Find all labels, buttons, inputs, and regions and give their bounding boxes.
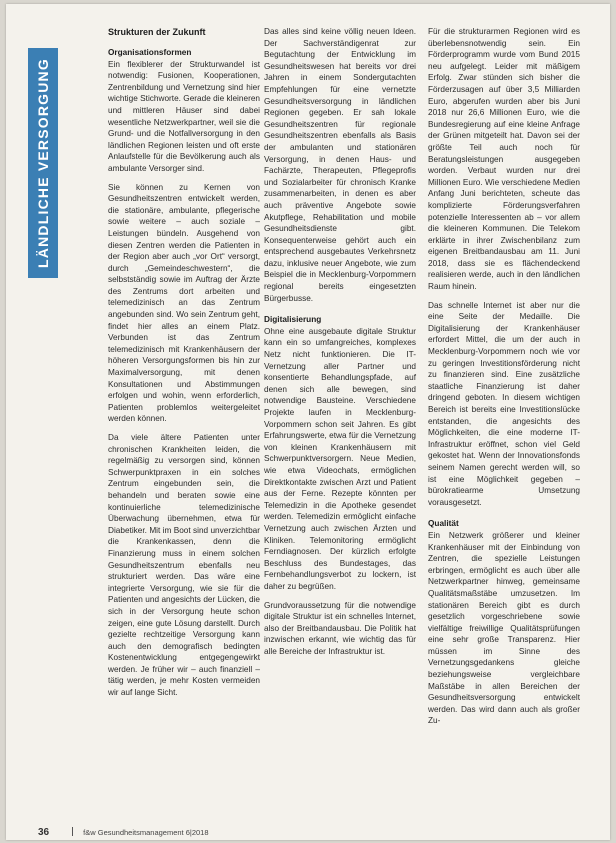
subheading-organisation: Organisationsformen xyxy=(108,48,192,57)
magazine-page xyxy=(6,4,610,840)
footer-divider xyxy=(72,827,73,836)
page-footer xyxy=(38,826,209,838)
text-column-1 xyxy=(108,26,260,706)
section-tab xyxy=(28,48,58,278)
paragraph: Das alles sind keine völlig neuen Ideen. Der Sachverständigenrat zur Begutachtung der Entwicklung im Gesundheitswesen hat bereits vor drei Jahren in einem Sondergutachten Empfehlungen für eine vernetzte Gesundheitsversorgung in ländlichen Regionen gegeben. Er sah lokale Gesundheitszentren für regionale Gesundheitszentren ebenfalls als Basis der ambulanten und stationären Versorgung, in denen Haus- und Fachärzte, Therapeuten, Pflegeprofis und Sozialarbeiter für chronisch Kranke zusammenarbeiten, in denen es aber auch präventive Angebote sowie Akutpflege, Rehabilitation und mobile Gesundheitsdienste gibt. Konsequenterweise gehört auch ein entsprechend ausgebautes Verkehrsnetz dazu, inklusive neuer Angebote, wie zum Beispiel die in Mecklenburg-Vorpommern regional bereits eingesetzten Bürgerbusse. xyxy=(264,27,416,303)
paragraph: Für die strukturarmen Regionen wird es überlebensnotwendig sein. Ein Förderprogramm wurde vom Bund 2015 neu aufgelegt. Leider mit mäßigem Erfolg. Zwar stünden sich bisher die Förderzusagen auf über 3,5 Milliarden Euro, abgerufen wurden aber bis Juni 2018 nur 26,6 Millionen Euro, wie die Bundesregierung auf eine kleine Anfrage der Grünen mitgeteilt hat. Davon sei der größte Teil auch noch für Beratungsleistungen ausgegeben worden. Verbaut wurden nur drei Millionen Euro. Wie verschiedene Medien Anfang Juni berichteten, scheute das komplizierte Förderungsverfahren potenzielle Interessenten ab – vor allem die kleineren Kommunen. Die Telekom erklärte in ihrer Zwischenbilanz zum eigenen Breitbandausbau am 11. Juni 2018, dass sie es flächendeckend realisieren werde, auch in den ländlichen Raum hinein. xyxy=(428,27,580,292)
section-title: Strukturen der Zukunft xyxy=(108,27,206,37)
page-number: 36 xyxy=(38,827,50,838)
paragraph: Ein flexiblerer der Strukturwandel ist notwendig: Fusionen, Kooperationen, Zentrenbildung und Vernetzung sind hier wichtige Stichworte. Gerade die kleineren und mittleren Häuser sind dabei wesentliche Netzwerkpartner, weil sie die Grund- und die Notfallversorgung in den ländlichen Regionen leisten und oft erste Anlaufstelle für die Bevölkerung auch als ambulante Versorger sind. xyxy=(108,59,260,173)
subheading-digitalisierung: Digitalisierung xyxy=(264,315,322,325)
publication-name: f&w Gesundheitsmanagement 6|2018 xyxy=(83,828,209,837)
section-tab-label: LÄNDLICHE VERSORGUNG xyxy=(35,58,51,268)
paragraph: Das schnelle Internet ist aber nur die eine Seite der Medaille. Die Digitalisierung der Krankenhäuser erfordert Mittel, die um der auch in Mecklenburg-Vorpommern noch wie vor zu geringen Investitionsförderung nicht zu finanzieren sind. Eine zusätzliche staatliche Finanzierung ist daher dringend geboten. In diesem wichtigen Bereich ist bereits eine Investitionslücke entstanden, die angesichts des Möglichkeiten, die eine moderne IT-Infrastruktur eröffnet, schon viel Geld gekostet hat. Wenn der Innovationsfonds seinem Namen gerecht werden will, so ist eine Möglichkeit gegeben – bürokratiearme Umsetzung vorausgesetzt. xyxy=(428,300,580,507)
paragraph: Sie können zu Kernen von Gesundheitszentren entwickelt werden, die stationäre, ambulante, pflegerische sowie weitere – auch soziale – Leistungen bündeln. Ausgehend von diesen Zentren werden die Patienten in der Region aber auch „vor Ort“ versorgt, durch „Gemeindeschwestern“, die selbstständig sowie im Auftrag der Ärzte des Zentrums dort arbeiten und telemedizinisch an das Zentrum angebunden sind. Wo sein Zentrum geht, findet hier alles an einem Platz. Verbunden ist das Zentrum telemedizinisch mit Krankenhäusern der höheren Versorgungsformen bis hin zur Maximalversorgung, mit denen Konsultationen und Abstimmungen erfolgen und wohin, wenn erforderlich, Patienten problemlos weitergeleitet werden können. xyxy=(108,182,260,424)
text-column-2 xyxy=(264,26,416,664)
subheading-qualitaet: Qualität xyxy=(428,519,459,529)
text-column-3 xyxy=(428,26,580,734)
paragraph: Grundvoraussetzung für die notwendige digitale Struktur ist ein schnelles Internet, also der Breitbandausbau. Die Politik hat inzwischen erkannt, wie wichtig das für alle Bereiche der Infrastruktur ist. xyxy=(264,600,416,656)
paragraph: Da viele ältere Patienten unter chronischen Krankheiten leiden, die regelmäßig zu versorgen sind, können Schwerpunktpraxen in ein solches Zentrum eingebunden sein, die behandeln und beraten sowie eine kontinuierliche telemedizinische Überwachung übernehmen, etwa für Diabetiker. Mit im Boot sind unverzichtbar die Krankenkassen, denn die Finanzierung muss in einem solchen Gesundheitszentrum ebenfalls neu strukturiert werden. Das wäre eine integrierte Versorgung, wie sie für die Patienten und angesichts der Lücken, die sich in der Versorgung heute schon zeigen, eine gute Lösung darstellt. Durch gezielte rechtzeitige Versorgung kann auch den demografisch bedingten Kostenentwicklung entgegengewirkt werden. Je früher wir – auch finanziell – tätig werden, je mehr Kosten vermeiden wir auf lange Sicht. xyxy=(108,433,260,698)
paragraph: Ein Netzwerk größerer und kleiner Krankenhäuser mit der Einbindung von Zentren, die spezielle Leistungen erbringen, ermöglicht es auch über alle Netzwerkpartner hinweg, gemeinsame Qualitätsmaßstäbe umzusetzen. Im stationären Bereich gibt es durch gesetzlich vorgeschriebene sowie vielfältige freiwillige Qualitätsprüfungen eine sehr große Transparenz. Hier müssen im Sinne des Vernetzungsgedankens gleiche beziehungsweise vergleichbare Maßstäbe in allen Bereichen der Gesundheitsversorgung entwickelt werden. Das wird dann auch als großer Zu- xyxy=(428,530,580,726)
paragraph: Ohne eine ausgebaute digitale Struktur kann ein so umfangreiches, komplexes Netz nicht funktionieren. Die IT-Vernetzung aller Partner und konsentierte Behandlungspfade, auf denen sich alle bewegen, sind notwendige Bausteine. Verschiedene Projekte laufen in Mecklenburg-Vorpommern schon seit Jahren. Es gibt Erfahrungswerte, etwa für die Vernetzung von kleinen Krankenhäusern mit Schwerpunktversorgern. Neue Medien, wie etwa Videochats, ermöglichen Direktkontakte zwischen Arzt und Patient aus der Ferne. Rezepte könnten per Telemedizin in die Apotheke gesendet werden. Telemedizin ermöglicht einfache Vernetzung auch zwischen Ärzten und Kliniken. Telemonitoring ermöglicht Ferndiagnosen. Der kürzlich erfolgte Beschluss des Bundestages, das Fernbehandlungsverbot zu lockern, ist daher zu begrüßen. xyxy=(264,326,416,591)
